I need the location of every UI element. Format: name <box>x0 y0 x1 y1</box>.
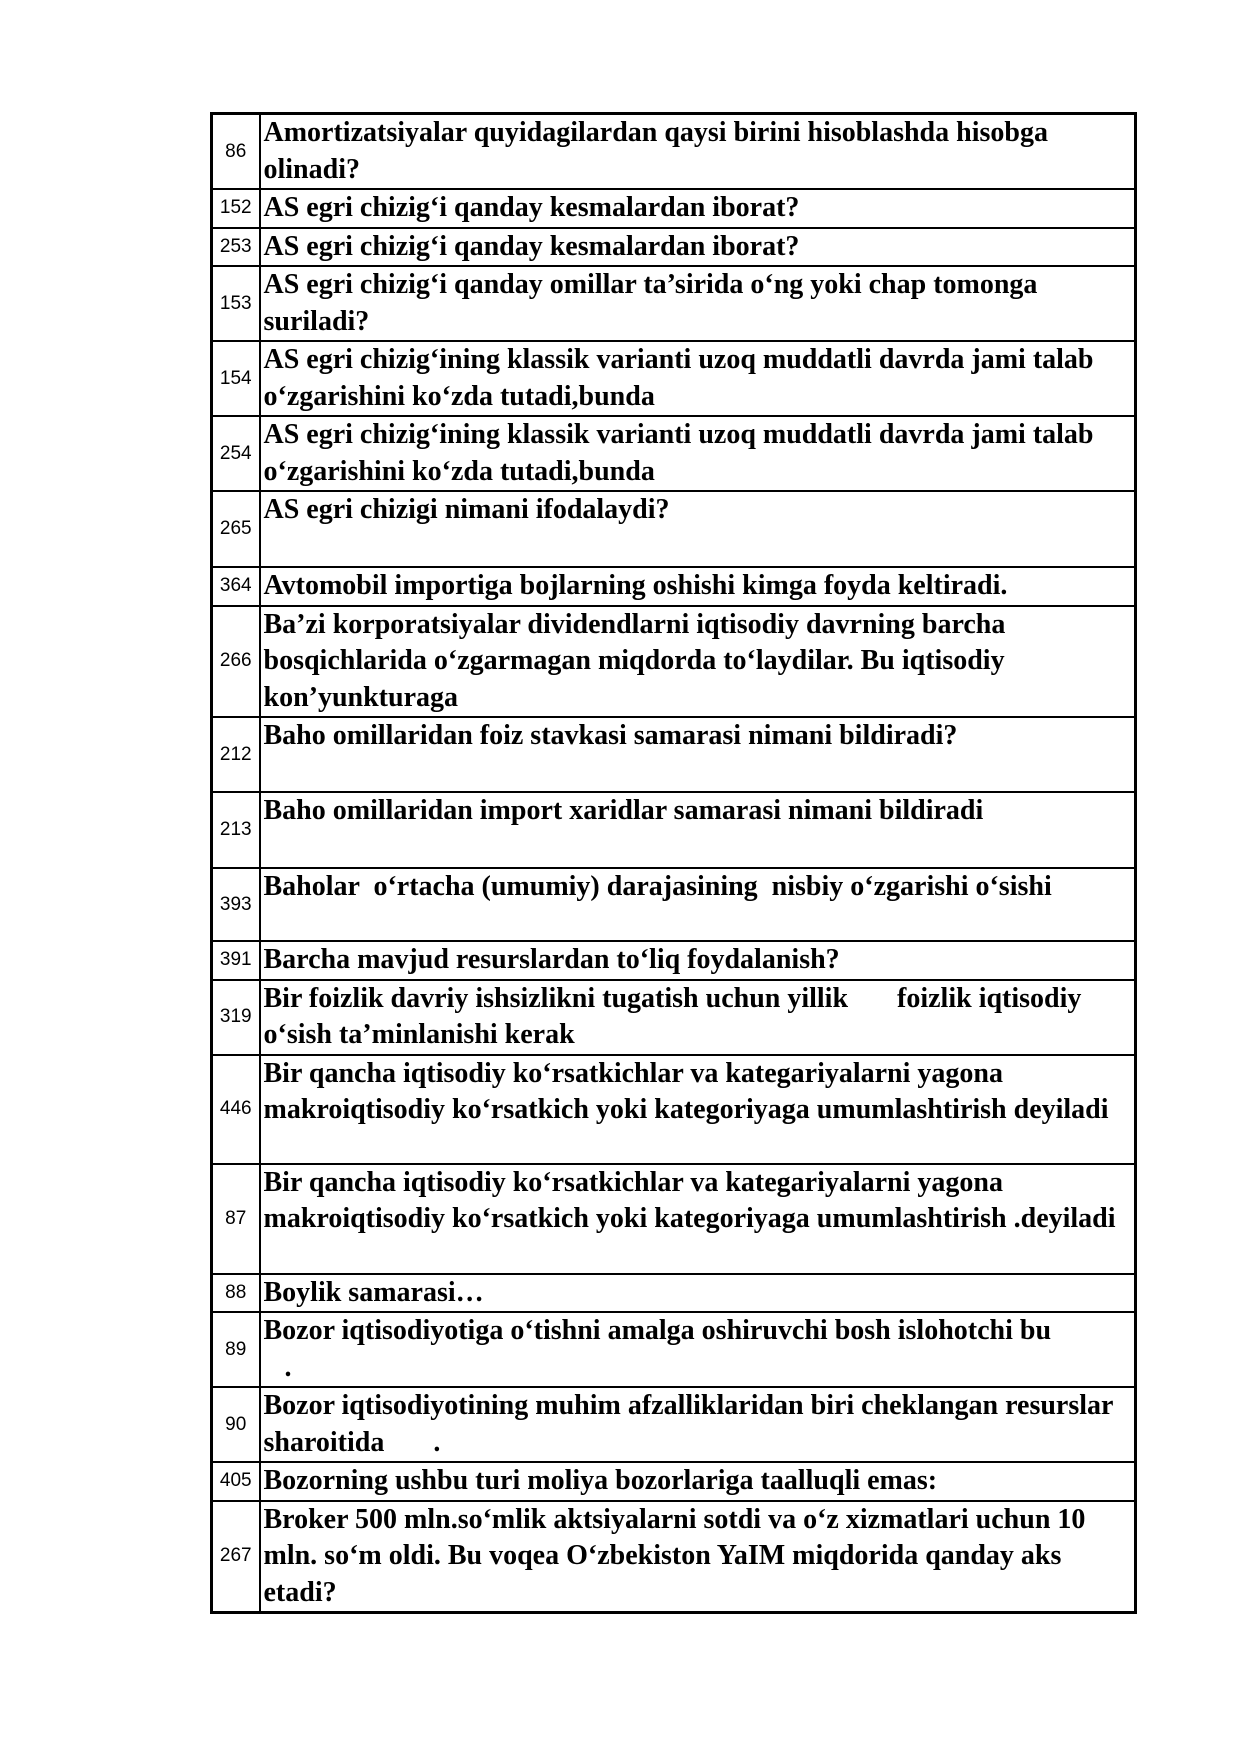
question-number: 265 <box>212 491 260 567</box>
table-row <box>212 567 1136 606</box>
question-number: 393 <box>212 868 260 941</box>
question-text: Ba’zi korporatsiyalar dividendlarni iqtisodiy davrning barcha bosqichlarida o‘zgarmagan miqdorda to‘laydilar. Bu iqtisodiy kon’yunkturaga <box>260 606 1136 718</box>
question-sheet <box>210 112 1134 1614</box>
question-number: 319 <box>212 980 260 1055</box>
question-number: 152 <box>212 189 260 228</box>
question-text: Bir qancha iqtisodiy ko‘rsatkichlar va kategariyalarni yagona makroiqtisodiy ko‘rsatkich yoki kategoriyaga umumlashtirish deyiladi <box>260 1055 1136 1164</box>
table-row <box>212 416 1136 491</box>
question-text: AS egri chizig‘i qanday kesmalardan iborat? <box>260 189 1136 228</box>
table-row <box>212 1501 1136 1613</box>
table-row <box>212 1274 1136 1313</box>
question-number: 267 <box>212 1501 260 1613</box>
question-number: 391 <box>212 941 260 980</box>
question-number: 90 <box>212 1387 260 1462</box>
question-number: 212 <box>212 717 260 792</box>
table-row <box>212 266 1136 341</box>
question-number: 254 <box>212 416 260 491</box>
question-number: 154 <box>212 341 260 416</box>
question-text: AS egri chizig‘ining klassik varianti uzoq muddatli davrda jami talab o‘zgarishini ko‘zda tutadi,bunda <box>260 416 1136 491</box>
question-number: 446 <box>212 1055 260 1164</box>
question-text: Bozorning ushbu turi moliya bozorlariga taalluqli emas: <box>260 1462 1136 1501</box>
table-row <box>212 1055 1136 1164</box>
table-row <box>212 114 1136 190</box>
question-number: 153 <box>212 266 260 341</box>
question-text: Boylik samarasi… <box>260 1274 1136 1313</box>
table-row <box>212 868 1136 941</box>
table-row <box>212 1312 1136 1387</box>
table-row <box>212 941 1136 980</box>
question-text: Amortizatsiyalar quyidagilardan qaysi birini hisoblashda hisobga olinadi? <box>260 114 1136 190</box>
table-row <box>212 1462 1136 1501</box>
table-row <box>212 341 1136 416</box>
question-number: 266 <box>212 606 260 718</box>
question-number: 88 <box>212 1274 260 1313</box>
table-row <box>212 1387 1136 1462</box>
question-text: Bozor iqtisodiyotining muhim afzalliklaridan biri cheklangan resurslar sharoitida . <box>260 1387 1136 1462</box>
table-row <box>212 717 1136 792</box>
question-text: AS egri chizigi nimani ifodalaydi? <box>260 491 1136 567</box>
question-text: Bir qancha iqtisodiy ko‘rsatkichlar va kategariyalarni yagona makroiqtisodiy ko‘rsatkich yoki kategoriyaga umumlashtirish .deyiladi <box>260 1164 1136 1274</box>
question-text: Avtomobil importiga bojlarning oshishi kimga foyda keltiradi. <box>260 567 1136 606</box>
table-row <box>212 1164 1136 1274</box>
question-text: Baholar o‘rtacha (umumiy) darajasining nisbiy o‘zgarishi o‘sishi <box>260 868 1136 941</box>
table-row <box>212 980 1136 1055</box>
question-text: AS egri chizig‘i qanday omillar ta’sirida o‘ng yoki chap tomonga suriladi? <box>260 266 1136 341</box>
question-text: Baho omillaridan import xaridlar samarasi nimani bildiradi <box>260 792 1136 868</box>
table-row <box>212 491 1136 567</box>
question-number: 213 <box>212 792 260 868</box>
question-text: Baho omillaridan foiz stavkasi samarasi nimani bildiradi? <box>260 717 1136 792</box>
question-number: 405 <box>212 1462 260 1501</box>
questions-table <box>210 112 1137 1614</box>
question-text: Bir foizlik davriy ishsizlikni tugatish uchun yillik foizlik iqtisodiy o‘sish ta’minlanishi kerak <box>260 980 1136 1055</box>
question-text: Broker 500 mln.so‘mlik aktsiyalarni sotdi va o‘z xizmatlari uchun 10 mln. so‘m oldi. Bu voqea O‘zbekiston YaIM miqdorida qanday aks etadi? <box>260 1501 1136 1613</box>
question-number: 86 <box>212 114 260 190</box>
question-number: 87 <box>212 1164 260 1274</box>
table-row <box>212 606 1136 718</box>
question-number: 253 <box>212 228 260 267</box>
question-text: Bozor iqtisodiyotiga o‘tishni amalga oshiruvchi bosh islohotchi bu . <box>260 1312 1136 1387</box>
question-text: Barcha mavjud resurslardan to‘liq foydalanish? <box>260 941 1136 980</box>
question-text: AS egri chizig‘i qanday kesmalardan iborat? <box>260 228 1136 267</box>
question-number: 89 <box>212 1312 260 1387</box>
question-number: 364 <box>212 567 260 606</box>
questions-table-body <box>212 114 1136 1613</box>
table-row <box>212 792 1136 868</box>
question-text: AS egri chizig‘ining klassik varianti uzoq muddatli davrda jami talab o‘zgarishini ko‘zda tutadi,bunda <box>260 341 1136 416</box>
table-row <box>212 189 1136 228</box>
table-row <box>212 228 1136 267</box>
